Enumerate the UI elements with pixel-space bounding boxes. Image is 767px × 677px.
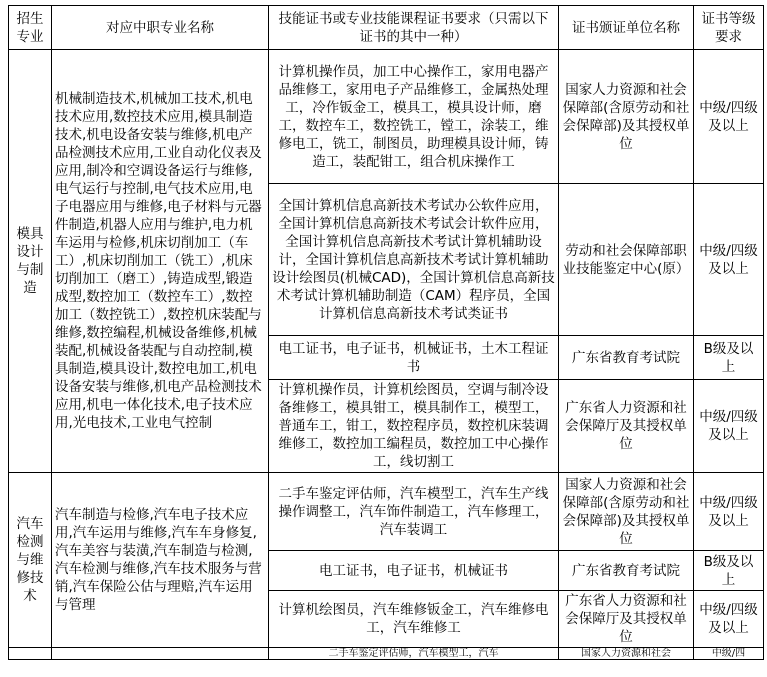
- issuer-cell: 广东省教育考试院: [559, 336, 694, 380]
- level-cell: 中级/四级及以上: [694, 50, 764, 184]
- issuer-cell: 广东省人力资源和社会保障厅及其授权单位: [559, 380, 694, 473]
- level-cell: 中级/四级及以上: [694, 380, 764, 473]
- issuer-cell: 国家人力资源和社会: [559, 648, 694, 660]
- table-row-cutoff: [9, 648, 764, 660]
- issuer-cell: 广东省教育考试院: [559, 551, 694, 591]
- table-header-row: [9, 6, 764, 50]
- corresponding-majors-mold: 机械制造技术,机械加工技术,机电技术应用,数控技术应用,模具制造技术,机电设备安装与维修,机电产品检测技术应用,工业自动化仪表及应用,制冷和空调设备运行与维修,电气运行与控制,电气技术应用,电子电器应用与维修,电子材料与元器件制造,机器人应用与维护,电力机车运用与检修,机床切削加工（车工）,机床切削加工（铣工）,机床切削加工（磨工）,铸造成型,锻造成型,数控加工（数控车工）,数控加工（数控铣工）,数控机床装配与维修,数控编程,机械设备维修,机械装配,机械设备装配与自动控制,模具制造,模具设计,数控电加工,机电设备安装与维修,机电产品检测技术应用,机电一体化技术,电子技术应用,光电技术,工业电气控制: [52, 50, 269, 473]
- requirement-cell: 计算机操作员，加工中心操作工，家用电器产品维修工，家用电子产品维修工，金属热处理工，冷作钣金工，模具工，模具设计师，磨工，数控车工，数控铣工，镗工，涂装工，维修电工，铣工，制图员，助理模具设计师，铸造工，装配钳工，组合机床操作工: [269, 50, 559, 184]
- header-major: 招生专业: [9, 6, 52, 50]
- level-cell: 中级/四级及以上: [694, 591, 764, 648]
- header-level: 证书等级要求: [694, 6, 764, 50]
- level-cell: B级及以上: [694, 336, 764, 380]
- level-cell: 中级/四级及以上: [694, 473, 764, 551]
- major-name-mold: 模具设计与制造: [9, 50, 52, 473]
- header-corresponding-major: 对应中职专业名称: [52, 6, 269, 50]
- level-cell: B级及以上: [694, 551, 764, 591]
- certificate-requirements-table: [8, 5, 764, 660]
- requirement-cell: 全国计算机信息高新技术考试办公软件应用，全国计算机信息高新技术考试会计软件应用，全国计算机信息高新技术考试计算机辅助设计，全国计算机信息高新技术考试计算机辅助设计绘图员(机械CAD)，全国计算机信息高新技术考试计算机辅助制造（CAM）程序员，全国计算机信息高新技术考试类证书: [269, 184, 559, 336]
- table-row: [9, 50, 764, 184]
- issuer-cell: 国家人力资源和社会保障部(含原劳动和社会保障部)及其授权单位: [559, 473, 694, 551]
- level-cell: 中级/四级及以上: [694, 184, 764, 336]
- requirement-cell: 计算机绘图员，汽车维修钣金工，汽车维修电工，汽车维修工: [269, 591, 559, 648]
- requirement-cell: 电工证书，电子证书，机械证书: [269, 551, 559, 591]
- requirement-cell: 二手车鉴定评估师，汽车模型工，汽车: [269, 648, 559, 660]
- major-cell-empty: [9, 648, 52, 660]
- level-cell: 中级/四: [694, 648, 764, 660]
- requirement-cell: 计算机操作员，计算机绘图员，空调与制冷设备维修工，模具钳工，模具制作工，模型工，普通车工，钳工，数控程序员，数控机床装调维修工，数控加工编程员，数控加工中心操作工，线切割工: [269, 380, 559, 473]
- requirement-cell: 二手车鉴定评估师，汽车模型工，汽车生产线操作调整工，汽车饰件制造工，汽车修理工，汽车装调工: [269, 473, 559, 551]
- corresponding-majors-auto: 汽车制造与检修,汽车电子技术应用,汽车运用与维修,汽车车身修复,汽车美容与装潢,汽车制造与检测,汽车检测与维修,汽车技术服务与营销,汽车保险公估与理赔,汽车运用与管理: [52, 473, 269, 648]
- issuer-cell: 劳动和社会保障部职业技能鉴定中心(原）: [559, 184, 694, 336]
- header-issuer: 证书颁证单位名称: [559, 6, 694, 50]
- issuer-cell: 广东省人力资源和社会保障厅及其授权单位: [559, 591, 694, 648]
- requirement-cell: 电工证书，电子证书，机械证书，土木工程证书: [269, 336, 559, 380]
- corresponding-cell-empty: [52, 648, 269, 660]
- table-row: [9, 473, 764, 551]
- major-name-auto: 汽车检测与维修技术: [9, 473, 52, 648]
- issuer-cell: 国家人力资源和社会保障部(含原劳动和社会保障部)及其授权单位: [559, 50, 694, 184]
- header-certificate-requirement: 技能证书或专业技能课程证书要求（只需以下证书的其中一种）: [269, 6, 559, 50]
